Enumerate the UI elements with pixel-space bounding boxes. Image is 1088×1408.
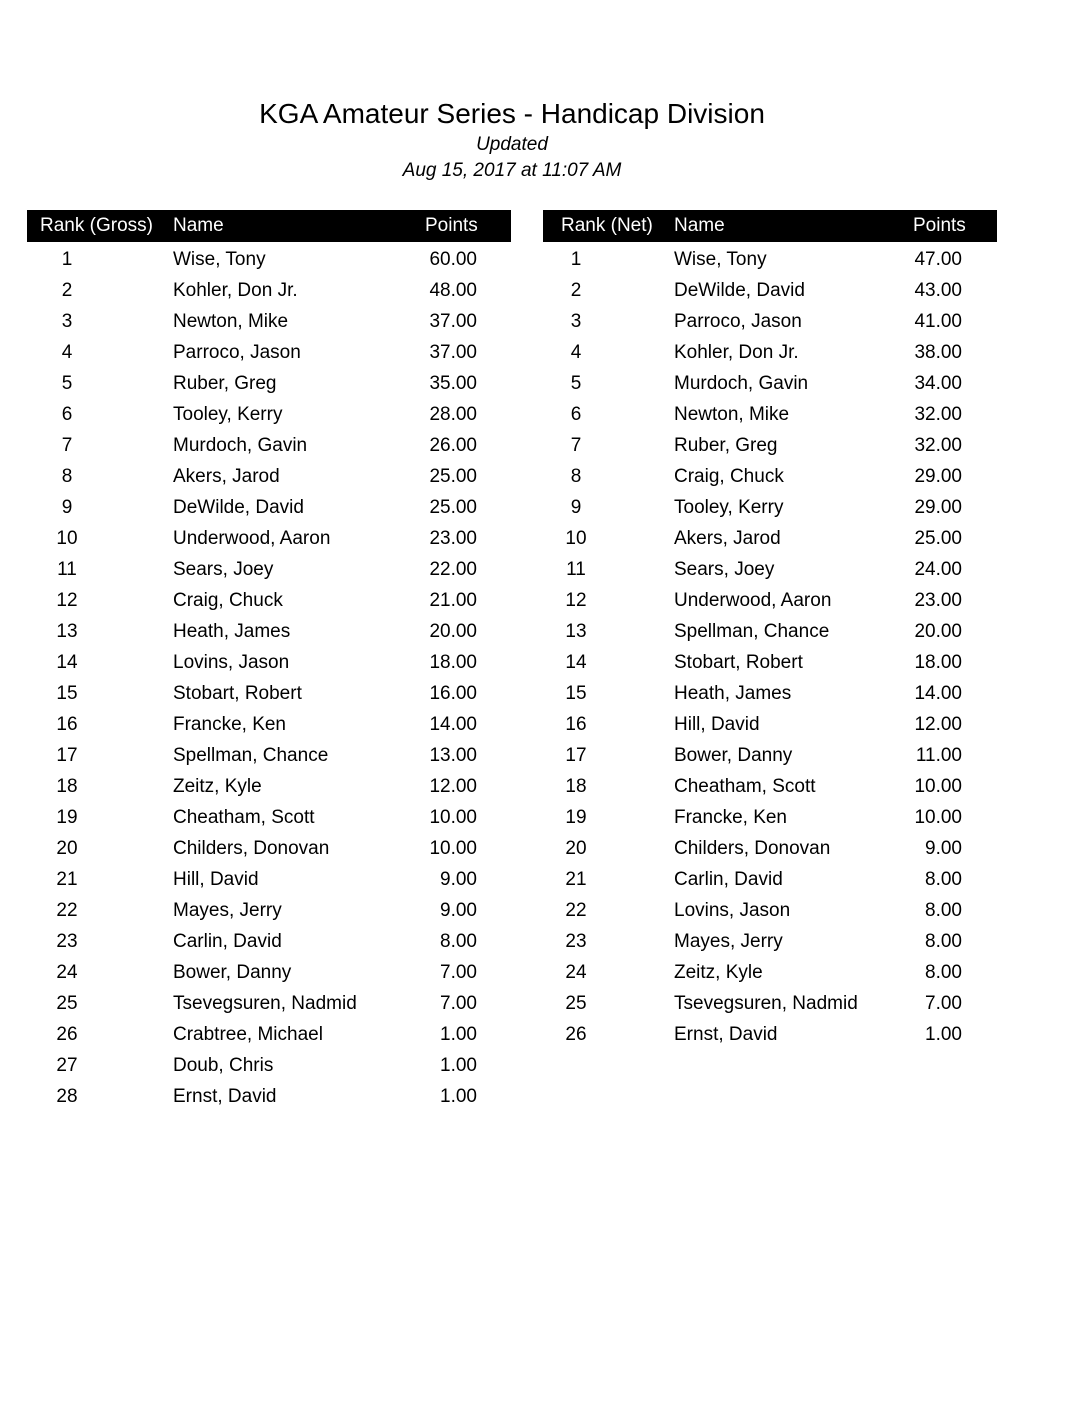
gross-table-row bbox=[27, 585, 511, 616]
gross-table-row bbox=[27, 554, 511, 585]
net-name-cell: Stobart, Robert bbox=[674, 652, 803, 673]
gross-table-row bbox=[27, 492, 511, 523]
net-table-row bbox=[543, 926, 997, 957]
gross-rank-cell: 22 bbox=[56, 900, 78, 921]
gross-name-cell: Heath, James bbox=[173, 621, 291, 642]
gross-rank-cell: 19 bbox=[56, 807, 78, 828]
net-standings-table bbox=[543, 210, 997, 1050]
gross-table-row bbox=[27, 1081, 511, 1112]
gross-points-cell: 26.00 bbox=[429, 435, 477, 456]
gross-points-cell: 10.00 bbox=[429, 838, 477, 859]
gross-table-row bbox=[27, 523, 511, 554]
gross-name-cell: Lovins, Jason bbox=[173, 652, 290, 673]
net-points-cell: 9.00 bbox=[925, 838, 962, 859]
net-points-cell: 43.00 bbox=[914, 280, 962, 301]
net-points-cell: 7.00 bbox=[925, 993, 962, 1014]
net-table-row bbox=[543, 523, 997, 554]
net-name-cell: Childers, Donovan bbox=[674, 838, 831, 859]
gross-points-cell: 28.00 bbox=[429, 404, 477, 425]
net-name-cell: Tsevegsuren, Nadmid bbox=[674, 993, 858, 1014]
net-points-cell: 29.00 bbox=[914, 466, 962, 487]
gross-rank-cell: 26 bbox=[56, 1024, 78, 1045]
gross-name-cell: Wise, Tony bbox=[173, 249, 266, 270]
gross-points-cell: 35.00 bbox=[429, 373, 477, 394]
gross-rank-cell: 10 bbox=[56, 528, 78, 549]
net-points-cell: 8.00 bbox=[925, 900, 962, 921]
gross-table-row bbox=[27, 1050, 511, 1081]
gross-name-cell: Craig, Chuck bbox=[173, 590, 283, 611]
gross-points-cell: 9.00 bbox=[440, 900, 477, 921]
net-name-cell: Lovins, Jason bbox=[674, 900, 791, 921]
gross-table-row bbox=[27, 771, 511, 802]
gross-rank-cell: 18 bbox=[56, 776, 78, 797]
net-table-row bbox=[543, 616, 997, 647]
net-name-cell: Zeitz, Kyle bbox=[674, 962, 763, 983]
gross-points-cell: 10.00 bbox=[429, 807, 477, 828]
net-rank-cell: 26 bbox=[565, 1024, 587, 1045]
gross-name-cell: Ernst, David bbox=[173, 1086, 277, 1107]
gross-points-cell: 8.00 bbox=[440, 931, 477, 952]
gross-name-cell: Murdoch, Gavin bbox=[173, 435, 308, 456]
gross-table-row bbox=[27, 461, 511, 492]
gross-points-cell: 14.00 bbox=[429, 714, 477, 735]
updated-label: Updated bbox=[476, 134, 548, 155]
net-name-cell: Tooley, Kerry bbox=[674, 497, 784, 518]
net-rank-cell: 7 bbox=[570, 435, 582, 456]
gross-points-cell: 23.00 bbox=[429, 528, 477, 549]
net-rank-cell: 16 bbox=[565, 714, 587, 735]
gross-name-cell: Crabtree, Michael bbox=[173, 1024, 323, 1045]
net-table-row bbox=[543, 399, 997, 430]
net-points-cell: 11.00 bbox=[915, 745, 962, 766]
gross-rank-cell: 16 bbox=[56, 714, 78, 735]
gross-name-cell: Parroco, Jason bbox=[173, 342, 301, 363]
gross-table-row bbox=[27, 430, 511, 461]
gross-name-cell: Tooley, Kerry bbox=[173, 404, 283, 425]
net-rank-cell: 3 bbox=[570, 311, 582, 332]
gross-name-cell: Newton, Mike bbox=[173, 311, 289, 332]
net-name-cell: Francke, Ken bbox=[674, 807, 787, 828]
gross-name-cell: Kohler, Don Jr. bbox=[173, 280, 298, 301]
gross-points-cell: 1.00 bbox=[440, 1024, 477, 1045]
gross-points-cell: 37.00 bbox=[429, 311, 477, 332]
net-rank-cell: 23 bbox=[565, 931, 587, 952]
net-rank-cell: 4 bbox=[570, 342, 582, 363]
net-rank-cell: 25 bbox=[565, 993, 587, 1014]
net-table-row bbox=[543, 678, 997, 709]
net-points-cell: 32.00 bbox=[914, 435, 962, 456]
gross-table-row bbox=[27, 244, 511, 275]
net-points-cell: 38.00 bbox=[914, 342, 962, 363]
net-points-cell: 24.00 bbox=[914, 559, 962, 580]
net-rank-cell: 21 bbox=[565, 869, 587, 890]
gross-rank-cell: 2 bbox=[61, 280, 73, 301]
gross-rank-cell: 13 bbox=[56, 621, 78, 642]
gross-table-row bbox=[27, 833, 511, 864]
net-table-row bbox=[543, 740, 997, 771]
net-name-cell: Carlin, David bbox=[674, 869, 783, 890]
gross-rank-header: Rank (Gross) bbox=[40, 215, 153, 236]
net-points-cell: 8.00 bbox=[925, 869, 962, 890]
net-rank-cell: 20 bbox=[565, 838, 587, 859]
net-points-cell: 8.00 bbox=[925, 931, 962, 952]
gross-points-cell: 7.00 bbox=[440, 993, 477, 1014]
net-name-cell: Akers, Jarod bbox=[674, 528, 781, 549]
net-rank-cell: 13 bbox=[565, 621, 587, 642]
gross-rank-cell: 25 bbox=[56, 993, 78, 1014]
gross-points-cell: 18.00 bbox=[429, 652, 477, 673]
gross-rank-cell: 11 bbox=[57, 559, 77, 580]
gross-points-cell: 9.00 bbox=[440, 869, 477, 890]
net-rank-cell: 15 bbox=[565, 683, 587, 704]
gross-rank-cell: 27 bbox=[56, 1055, 78, 1076]
gross-points-cell: 37.00 bbox=[429, 342, 477, 363]
gross-table-row bbox=[27, 988, 511, 1019]
gross-name-cell: Hill, David bbox=[173, 869, 259, 890]
net-rank-cell: 10 bbox=[565, 528, 587, 549]
net-table-body bbox=[543, 244, 997, 1050]
net-table-row bbox=[543, 647, 997, 678]
net-rank-cell: 12 bbox=[565, 590, 587, 611]
gross-name-cell: DeWilde, David bbox=[173, 497, 304, 518]
net-name-cell: Kohler, Don Jr. bbox=[674, 342, 799, 363]
gross-table-row bbox=[27, 368, 511, 399]
gross-rank-cell: 6 bbox=[61, 404, 73, 425]
net-table-row bbox=[543, 864, 997, 895]
gross-points-cell: 1.00 bbox=[440, 1086, 477, 1107]
net-table-row bbox=[543, 709, 997, 740]
net-table-row bbox=[543, 306, 997, 337]
gross-name-cell: Sears, Joey bbox=[173, 559, 274, 580]
net-points-cell: 10.00 bbox=[914, 776, 962, 797]
net-name-cell: Murdoch, Gavin bbox=[674, 373, 809, 394]
net-name-cell: Ernst, David bbox=[674, 1024, 778, 1045]
gross-rank-cell: 17 bbox=[56, 745, 78, 766]
net-name-header: Name bbox=[674, 215, 725, 236]
gross-name-cell: Ruber, Greg bbox=[173, 373, 277, 394]
net-table-header bbox=[543, 210, 997, 242]
net-name-cell: Cheatham, Scott bbox=[674, 776, 816, 797]
net-rank-cell: 24 bbox=[565, 962, 587, 983]
gross-rank-cell: 23 bbox=[56, 931, 78, 952]
gross-table-row bbox=[27, 864, 511, 895]
net-name-cell: Parroco, Jason bbox=[674, 311, 802, 332]
updated-date: Aug 15, 2017 at 11:07 AM bbox=[402, 160, 622, 181]
gross-name-cell: Childers, Donovan bbox=[173, 838, 330, 859]
net-points-cell: 12.00 bbox=[914, 714, 962, 735]
net-name-cell: Sears, Joey bbox=[674, 559, 775, 580]
net-name-cell: Newton, Mike bbox=[674, 404, 790, 425]
gross-rank-cell: 5 bbox=[61, 373, 73, 394]
net-points-cell: 20.00 bbox=[914, 621, 962, 642]
net-points-cell: 32.00 bbox=[914, 404, 962, 425]
net-rank-cell: 8 bbox=[570, 466, 582, 487]
gross-points-cell: 16.00 bbox=[429, 683, 477, 704]
gross-name-cell: Bower, Danny bbox=[173, 962, 292, 983]
gross-rank-cell: 20 bbox=[56, 838, 78, 859]
gross-table-row bbox=[27, 1019, 511, 1050]
gross-name-cell: Mayes, Jerry bbox=[173, 900, 282, 921]
net-points-cell: 8.00 bbox=[925, 962, 962, 983]
net-name-cell: Heath, James bbox=[674, 683, 792, 704]
net-rank-header: Rank (Net) bbox=[561, 215, 653, 236]
gross-standings-table bbox=[27, 210, 511, 1112]
gross-points-cell: 12.00 bbox=[429, 776, 477, 797]
gross-table-row bbox=[27, 275, 511, 306]
gross-table-row bbox=[27, 678, 511, 709]
gross-points-cell: 60.00 bbox=[429, 249, 477, 270]
gross-name-cell: Francke, Ken bbox=[173, 714, 286, 735]
net-rank-cell: 22 bbox=[565, 900, 587, 921]
net-points-cell: 34.00 bbox=[914, 373, 962, 394]
gross-points-cell: 25.00 bbox=[429, 497, 477, 518]
gross-points-cell: 13.00 bbox=[429, 745, 477, 766]
net-rank-cell: 9 bbox=[570, 497, 582, 518]
net-table-row bbox=[543, 957, 997, 988]
net-rank-cell: 1 bbox=[570, 249, 582, 270]
gross-points-header: Points bbox=[425, 215, 478, 236]
net-name-cell: Mayes, Jerry bbox=[674, 931, 783, 952]
net-name-cell: Underwood, Aaron bbox=[674, 590, 832, 611]
gross-rank-cell: 14 bbox=[56, 652, 78, 673]
net-table-row bbox=[543, 244, 997, 275]
gross-points-cell: 7.00 bbox=[440, 962, 477, 983]
net-points-cell: 41.00 bbox=[914, 311, 962, 332]
net-rank-cell: 17 bbox=[565, 745, 587, 766]
gross-rank-cell: 1 bbox=[61, 249, 73, 270]
net-rank-cell: 2 bbox=[570, 280, 582, 301]
gross-table-body bbox=[27, 244, 511, 1112]
gross-points-cell: 22.00 bbox=[429, 559, 477, 580]
gross-name-cell: Zeitz, Kyle bbox=[173, 776, 262, 797]
net-table-row bbox=[543, 554, 997, 585]
gross-points-cell: 20.00 bbox=[429, 621, 477, 642]
gross-rank-cell: 12 bbox=[56, 590, 78, 611]
net-table-row bbox=[543, 461, 997, 492]
net-table-row bbox=[543, 988, 997, 1019]
net-table-row bbox=[543, 337, 997, 368]
gross-points-cell: 25.00 bbox=[429, 466, 477, 487]
gross-name-cell: Stobart, Robert bbox=[173, 683, 302, 704]
gross-table-header bbox=[27, 210, 511, 242]
net-table-row bbox=[543, 430, 997, 461]
net-name-cell: Ruber, Greg bbox=[674, 435, 778, 456]
gross-rank-cell: 8 bbox=[61, 466, 73, 487]
gross-rank-cell: 21 bbox=[56, 869, 78, 890]
net-table-row bbox=[543, 275, 997, 306]
net-name-cell: Spellman, Chance bbox=[674, 621, 830, 642]
gross-table-row bbox=[27, 957, 511, 988]
gross-rank-cell: 7 bbox=[61, 435, 73, 456]
gross-points-cell: 21.00 bbox=[429, 590, 477, 611]
gross-points-cell: 48.00 bbox=[429, 280, 477, 301]
net-points-cell: 25.00 bbox=[914, 528, 962, 549]
gross-table-row bbox=[27, 306, 511, 337]
net-points-cell: 14.00 bbox=[914, 683, 962, 704]
gross-table-row bbox=[27, 337, 511, 368]
gross-table-row bbox=[27, 399, 511, 430]
net-points-header: Points bbox=[913, 215, 966, 236]
net-name-cell: Hill, David bbox=[674, 714, 760, 735]
gross-name-cell: Akers, Jarod bbox=[173, 466, 280, 487]
gross-name-cell: Spellman, Chance bbox=[173, 745, 329, 766]
net-points-cell: 23.00 bbox=[914, 590, 962, 611]
net-table-row bbox=[543, 492, 997, 523]
gross-table-row bbox=[27, 616, 511, 647]
gross-rank-cell: 3 bbox=[61, 311, 73, 332]
gross-table-row bbox=[27, 802, 511, 833]
gross-name-cell: Carlin, David bbox=[173, 931, 282, 952]
gross-rank-cell: 28 bbox=[56, 1086, 78, 1107]
net-rank-cell: 11 bbox=[566, 559, 586, 580]
net-points-cell: 18.00 bbox=[914, 652, 962, 673]
net-table-row bbox=[543, 585, 997, 616]
net-table-row bbox=[543, 895, 997, 926]
net-points-cell: 47.00 bbox=[914, 249, 962, 270]
net-table-row bbox=[543, 368, 997, 399]
net-table-row bbox=[543, 1019, 997, 1050]
net-rank-cell: 19 bbox=[565, 807, 587, 828]
gross-name-cell: Underwood, Aaron bbox=[173, 528, 331, 549]
gross-points-cell: 1.00 bbox=[440, 1055, 477, 1076]
net-table-row bbox=[543, 771, 997, 802]
net-points-cell: 1.00 bbox=[925, 1024, 962, 1045]
net-table-row bbox=[543, 833, 997, 864]
net-name-cell: Bower, Danny bbox=[674, 745, 793, 766]
net-rank-cell: 5 bbox=[570, 373, 582, 394]
gross-name-header: Name bbox=[173, 215, 224, 236]
net-rank-cell: 14 bbox=[565, 652, 587, 673]
net-table-row bbox=[543, 802, 997, 833]
gross-name-cell: Doub, Chris bbox=[173, 1055, 274, 1076]
gross-name-cell: Cheatham, Scott bbox=[173, 807, 315, 828]
gross-rank-cell: 15 bbox=[56, 683, 78, 704]
net-name-cell: DeWilde, David bbox=[674, 280, 805, 301]
gross-table-row bbox=[27, 709, 511, 740]
gross-rank-cell: 4 bbox=[61, 342, 73, 363]
gross-rank-cell: 24 bbox=[56, 962, 78, 983]
page-title: KGA Amateur Series - Handicap Division bbox=[259, 98, 765, 129]
net-name-cell: Wise, Tony bbox=[674, 249, 767, 270]
gross-table-row bbox=[27, 926, 511, 957]
gross-rank-cell: 9 bbox=[61, 497, 73, 518]
gross-table-row bbox=[27, 740, 511, 771]
net-name-cell: Craig, Chuck bbox=[674, 466, 784, 487]
gross-name-cell: Tsevegsuren, Nadmid bbox=[173, 993, 357, 1014]
gross-table-row bbox=[27, 895, 511, 926]
net-rank-cell: 6 bbox=[570, 404, 582, 425]
net-points-cell: 29.00 bbox=[914, 497, 962, 518]
gross-table-row bbox=[27, 647, 511, 678]
net-rank-cell: 18 bbox=[565, 776, 587, 797]
net-points-cell: 10.00 bbox=[914, 807, 962, 828]
